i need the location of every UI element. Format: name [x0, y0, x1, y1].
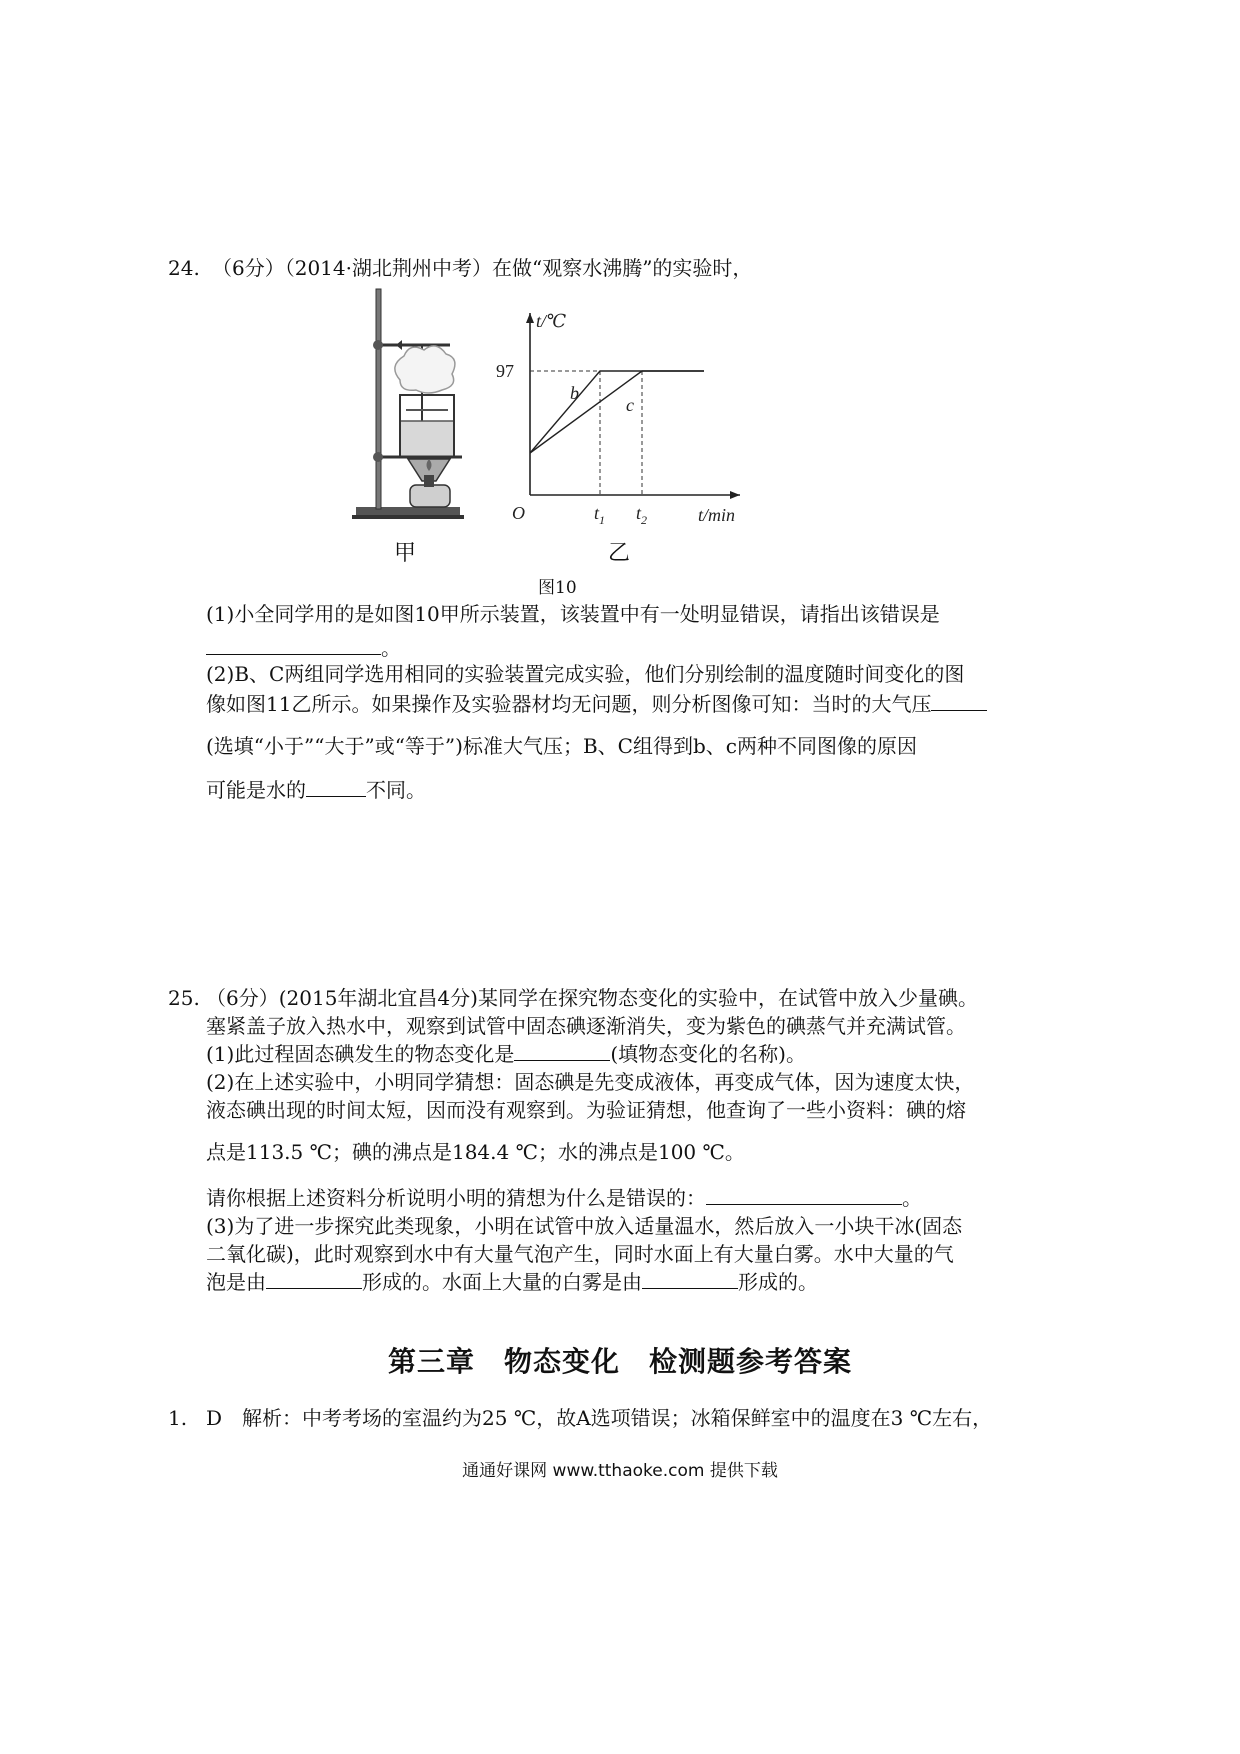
- figure-label-jia: 甲: [394, 541, 417, 566]
- q25-part3-line3-a: 泡是由: [206, 1270, 266, 1294]
- q25-line2: 塞紧盖子放入热水中，观察到试管中固态碘逐渐消失，变为紫色的碘蒸气并充满试管。: [206, 1014, 966, 1038]
- q25-part3-line3-b: 形成的。水面上大量的白雾是由: [362, 1270, 642, 1294]
- q25-part1-blank[interactable]: [514, 1040, 610, 1061]
- q25-part2-line4-row: [206, 1184, 922, 1212]
- q24-part2-line4-a: 可能是水的: [206, 778, 306, 802]
- q25-part3-line3-row: [206, 1268, 818, 1296]
- series-c-label: c: [626, 395, 634, 415]
- q25-part2-line1: (2)在上述实验中，小明同学猜想：固态碘是先变成液体，再变成气体，因为速度太快，: [206, 1070, 975, 1094]
- q25-part2-line4-b: 。: [902, 1186, 922, 1210]
- q24-number: 24.: [168, 256, 200, 280]
- q24-part2-blank-cause[interactable]: [306, 776, 366, 797]
- q25-number: 25.: [168, 986, 200, 1010]
- q25-part3-line1: (3)为了进一步探究此类现象，小明在试管中放入适量温水，然后放入一小块干冰(固态: [206, 1214, 963, 1238]
- x-tick-t1: $t_1$: [594, 503, 606, 527]
- boiling-apparatus-illustration: [350, 285, 470, 525]
- q24-part2-blank-pressure[interactable]: [931, 690, 987, 711]
- x-axis-label: t/min: [698, 505, 736, 525]
- answer1-text: D 解析：中考考场的室温约为25 ℃，故A选项错误；冰箱保鲜室中的温度在3 ℃左右，: [206, 1406, 993, 1430]
- q25-part1-a: (1)此过程固态碘发生的物态变化是: [206, 1042, 515, 1066]
- temperature-time-chart: [490, 295, 760, 535]
- q24-part2-line3: (选填“小于”“大于”或“等于”)标准大气压；B、C组得到b、c两种不同图像的原因: [206, 734, 917, 758]
- q25-line1: （6分）(2015年湖北宜昌4分)某同学在探究物态变化的实验中，在试管中放入少量碘。: [206, 986, 978, 1010]
- q25-part2-line3: 点是113.5 ℃；碘的沸点是184.4 ℃；水的沸点是100 ℃。: [206, 1140, 745, 1164]
- q24-part1-text: (1)小全同学用的是如图10甲所示装置，该装置中有一处明显错误，请指出该错误是: [206, 602, 940, 626]
- figure-caption: 图10: [538, 578, 577, 598]
- origin-label: O: [512, 503, 525, 523]
- q24-part1-end: 。: [381, 636, 401, 660]
- q25-part1-b: (填物态变化的名称)。: [610, 1042, 806, 1066]
- chart-plot-area: [496, 311, 740, 527]
- y-axis-arrow: [526, 313, 534, 323]
- q25-part2-line2: 液态碘出现的时间太短，因而没有观察到。为验证猜想，他查询了一些小资料：碘的熔: [206, 1098, 966, 1122]
- q24-part2-line4-b: 不同。: [366, 778, 426, 802]
- page-footer: 通通好课网 www.tthaoke.com 提供下载: [462, 1461, 778, 1481]
- series-c-line: [530, 371, 704, 453]
- q24-part2-line2: 像如图11乙所示。如果操作及实验器材均无问题，则分析图像可知：当时的大气压: [206, 692, 932, 716]
- y-axis-label: t/℃: [536, 311, 567, 331]
- q24-part2-line4-row: [206, 776, 426, 804]
- q25-part3-line3-c: 形成的。: [738, 1270, 818, 1294]
- answer1-number: 1.: [168, 1406, 188, 1430]
- q24-header: （6分）（2014·湖北荆州中考）在做“观察水沸腾”的实验时，: [212, 256, 753, 280]
- q25-part2-line4-a: 请你根据上述资料分析说明小明的猜想为什么是错误的：: [206, 1186, 706, 1210]
- q25-part3-blank-fog[interactable]: [642, 1268, 738, 1289]
- q25-part3-line2: 二氧化碳)，此时观察到水中有大量气泡产生，同时水面上有大量白雾。水中大量的气: [206, 1242, 954, 1266]
- q24-part2-line2-row: [206, 690, 987, 718]
- answers-heading: 第三章 物态变化 检测题参考答案: [387, 1345, 852, 1378]
- series-b-line: [530, 371, 704, 453]
- q24-part1-blank[interactable]: [206, 634, 381, 655]
- figure-label-yi: 乙: [608, 541, 631, 566]
- q24-part2-line1: (2)B、C两组同学选用相同的实验装置完成实验，他们分别绘制的温度随时间变化的图: [206, 662, 965, 686]
- q25-part3-blank-bubbles[interactable]: [266, 1268, 362, 1289]
- q25-part1-row: [206, 1040, 806, 1068]
- q24-part1-answer-row: [206, 634, 401, 662]
- q25-part2-blank[interactable]: [706, 1184, 902, 1205]
- x-axis-arrow: [730, 491, 740, 499]
- series-b-label: b: [570, 383, 579, 403]
- x-tick-t2: $t_2$: [636, 503, 648, 527]
- y-tick-97: 97: [496, 361, 514, 381]
